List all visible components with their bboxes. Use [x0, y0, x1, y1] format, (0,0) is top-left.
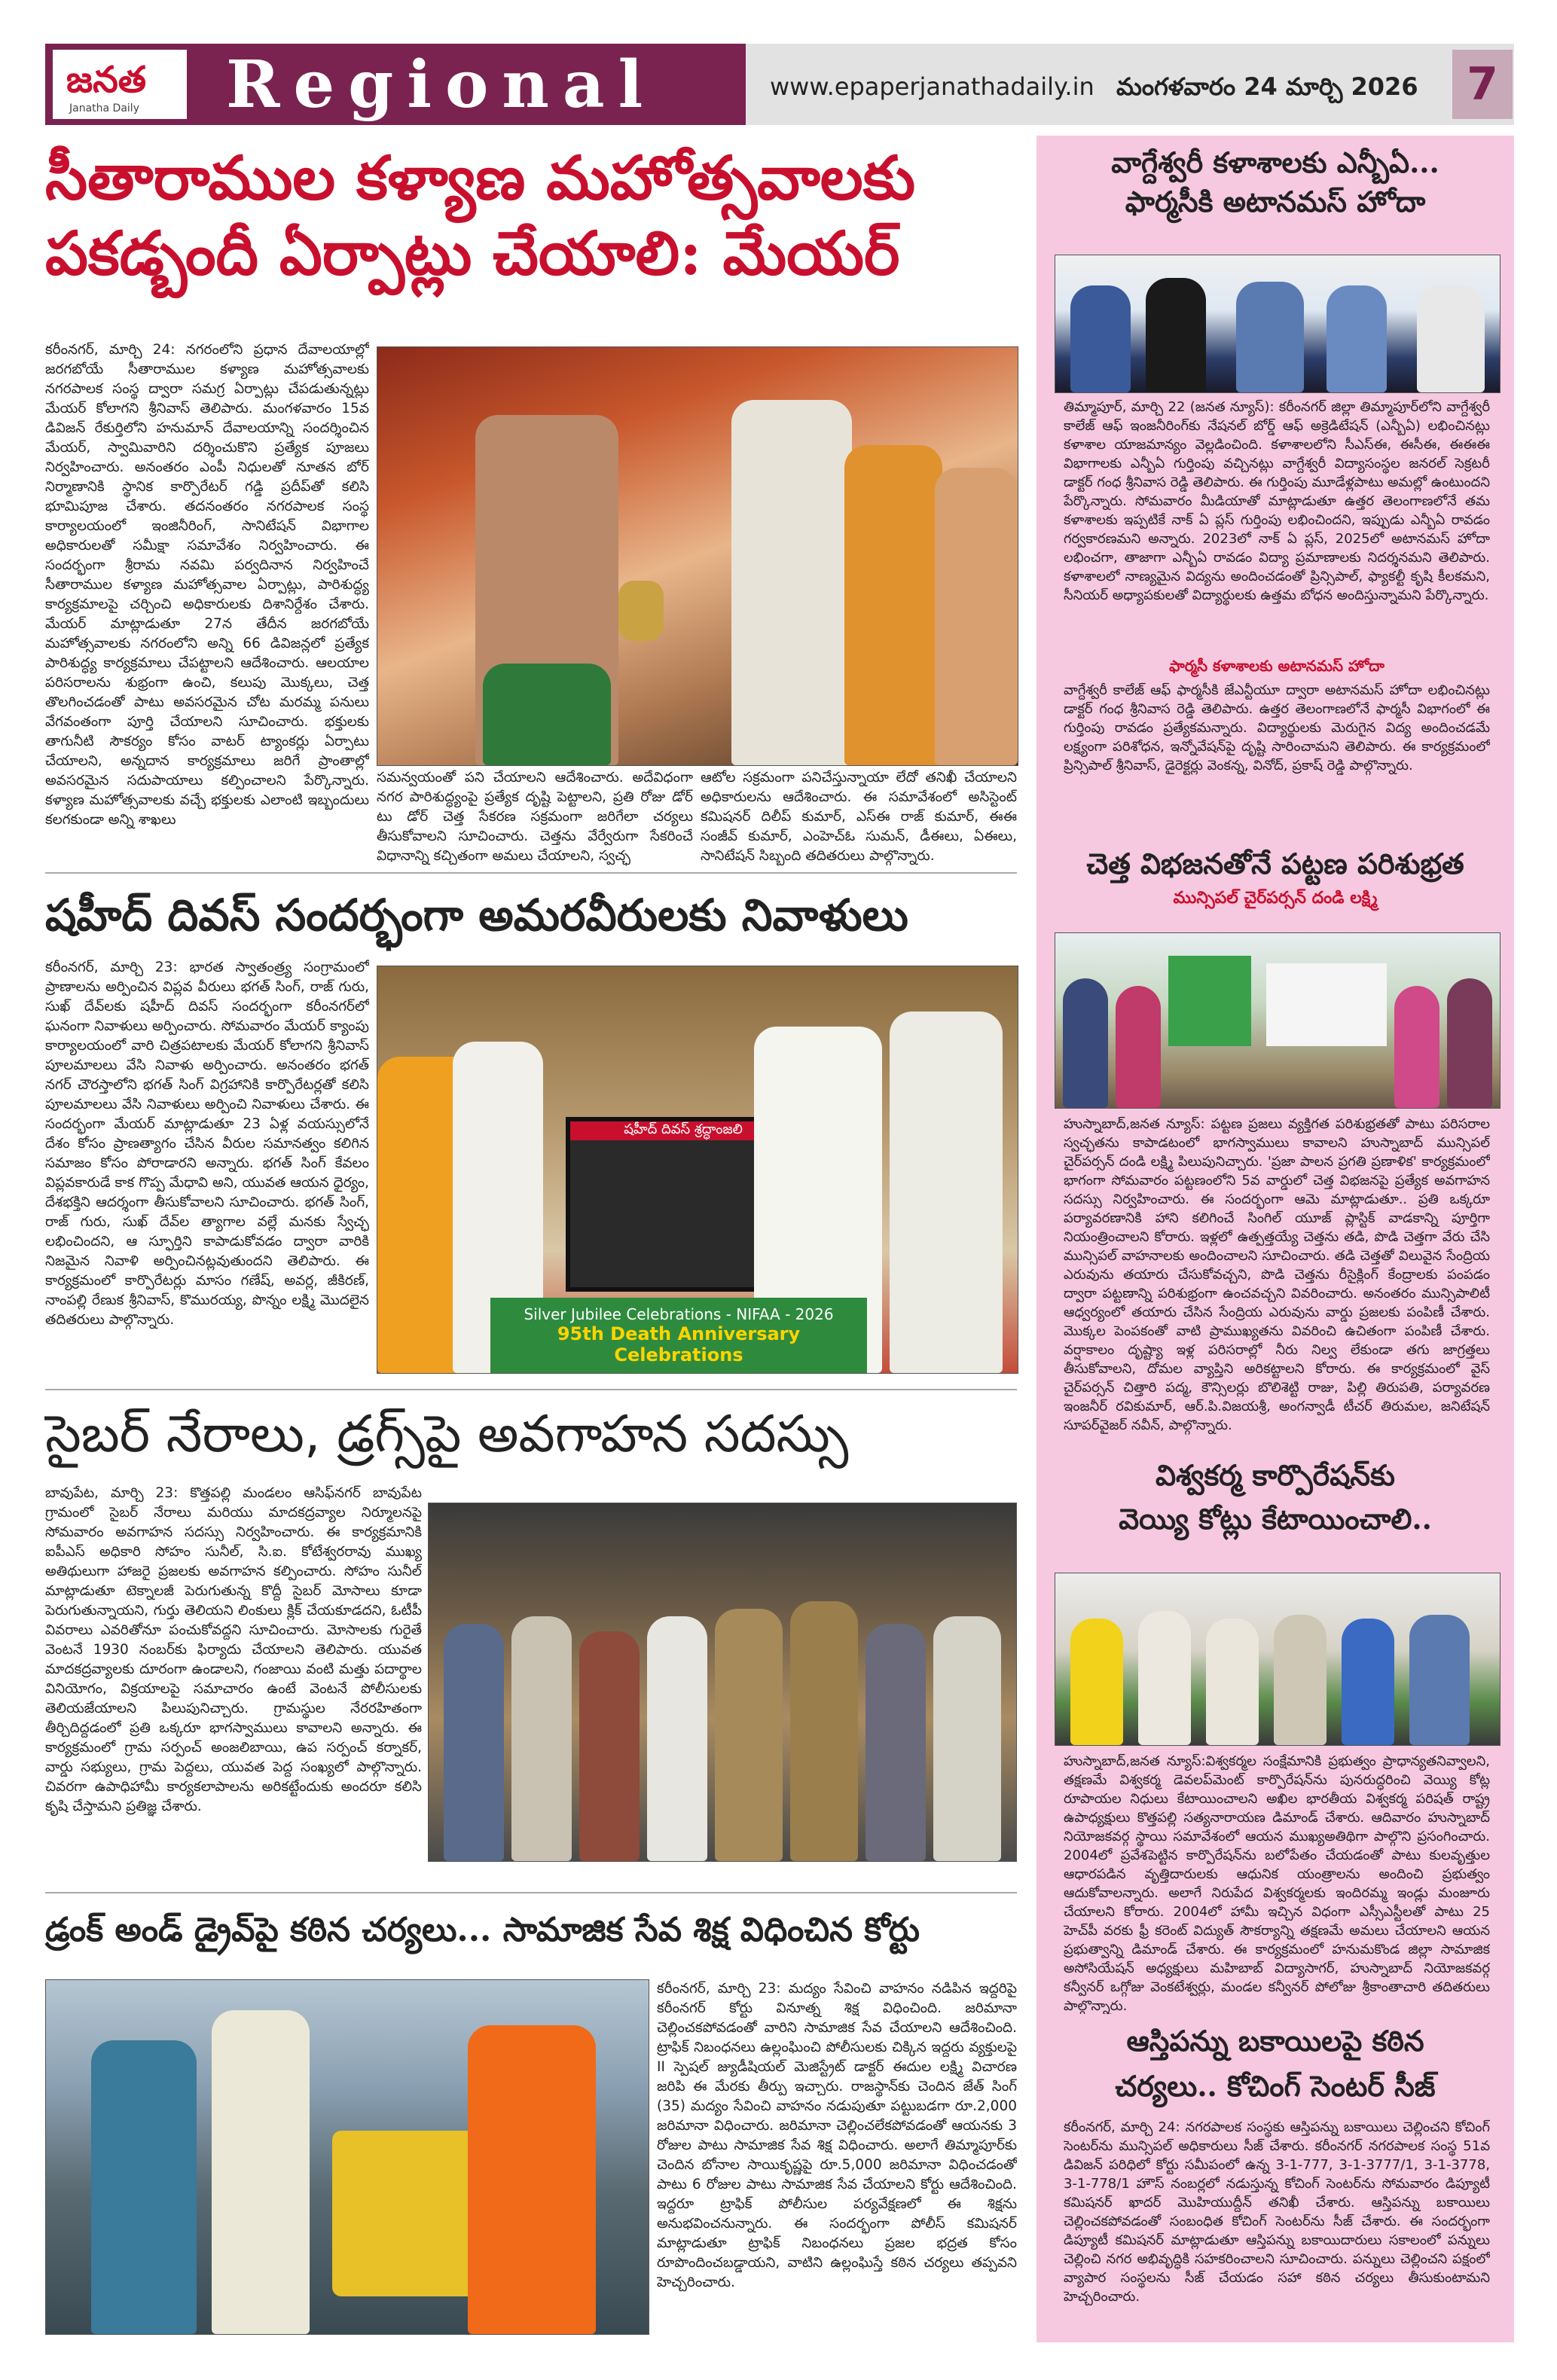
- banner-line1: Silver Jubilee Celebrations - NIFAA - 2026: [524, 1305, 834, 1323]
- story3-body: బావుపేట, మార్చి 23: కొత్తపల్లి మండలం ఆసిఫ్‌నగర్ బావుపేట గ్రామంలో సైబర్ నేరాలు మరియు మాదకద్రవ్యాల నిర్మూలనపై సోమవారం అవగాహన సదస్సు నిర్వహించారు. ఈ కార్యక్రమానికి ఐపీఎస్ అధికారి సోహం సునీల్, సి.ఐ. కోటేశ్వరరావు ముఖ్య అతిథులుగా హాజరై ప్రజలకు అవగాహన కల్పించారు. సోహం సునీల్ మాట్లాడుతూ టెక్నాలజీ పెరుగుతున్న కొద్దీ సైబర్ మోసాలు కూడా పెరుగుతున్నాయని, గుర్తు తెలియని లింకులు క్లిక్ చేయకూడదని, ఓటీపీ వివరాలు ఎవరితోనూ పంచుకోవద్దని సూచించారు. మోసాలకు గురైతే వెంటనే 1930 నంబర్‌కు ఫిర్యాదు చేయాలని తెలిపారు. యువత మాదకద్రవ్యాలకు దూరంగా ఉండాలని, గంజాయి వంటి మత్తు పదార్థాల వినియోగం, విక్రయాలపై సమాచారం ఉంటే వెంటనే పోలీసులకు తెలియజేయాలని పిలుపునిచ్చారు. గ్రామస్థుల నేరరహితంగా తీర్చిదిద్దడంలో ప్రతి ఒక్కరూ భాగస్వాములు కావాలని అన్నారు. ఈ కార్యక్రమంలో గ్రామ సర్పంచ్ అంజలిబాయి, ఉప సర్పంచ్ కర్నాకర్, వార్డు సభ్యులు, గ్రామ పెద్దలు, యువత పెద్ద సంఖ్యలో పాల్గొన్నారు. చివరగా ఉపాధిహామీ కార్యకలాపాలను అరికట్టేందుకు అందరూ కలిసి కృషి చేస్తామని ప్రతిజ్ఞ చేశారు.: [45, 1485, 422, 1814]
- story1-headline-line1: సీతారాముల కళ్యాణ మహోత్సవాలకు: [45, 142, 916, 213]
- section-title: Regional: [226, 47, 657, 123]
- attendee: [1206, 1619, 1259, 1745]
- sidebar-story1-headline-line1: వాగ్దేశ్వరీ కళాశాలకు ఎన్బీఏ...: [1111, 145, 1439, 179]
- brass-pot: [618, 581, 664, 641]
- panel-member: [1146, 278, 1206, 392]
- attendee: [1063, 978, 1108, 1108]
- attendee: [933, 1616, 1001, 1861]
- attendee: [511, 1616, 572, 1861]
- logo: జనత: [66, 59, 147, 101]
- sidebar-story3-headline-line1: విశ్వకర్మ కార్పొరేషన్‌కు: [1156, 1458, 1395, 1492]
- attendee: [579, 1631, 640, 1861]
- panel-member: [1417, 285, 1485, 392]
- logo-subtitle: Janatha Daily: [69, 102, 139, 114]
- person-white-right: [890, 1012, 1003, 1373]
- attendee: [647, 1616, 707, 1861]
- attendee: [1274, 1615, 1327, 1745]
- panel-member: [1070, 285, 1131, 392]
- van: [1266, 963, 1387, 1046]
- issue-date: మంగళవారం 24 మార్చి 2026: [1116, 72, 1418, 101]
- story1-headline: [45, 140, 1024, 291]
- story1-headline-line2: పకడ్బందీ ఏర్పాట్లు చేయాలి: మేయర్: [45, 218, 900, 288]
- sidebar-story2-headline: చెత్త విభజనతోనే పట్టణ పరిశుభ్రత: [1086, 847, 1464, 880]
- sidebar-story4-body: కరీంనగర్, మార్చి 24: నగరపాలక సంస్థకు ఆస్తిపన్ను బకాయిలు చెల్లించని కోచింగ్ సెంటర్‌ను మున్సిపల్ అధికారులు సీజ్ చేశారు. కరీంనగర్ నగరపాలక సంస్థ 51వ డివిజన్ పరిధిలో కోర్టు సమీపంలో ఉన్న 3-1-777, 3-1-3777/1, 3-1-3778, 3-1-778/1 హౌస్ నంబర్లలో నడుస్తున్న కోచింగ్ సెంటర్‌ను సోమవారం డిప్యూటీ కమిషనర్ ఖాదర్ మొహియుద్దీన్ తనిఖీ చేశారు. ఆస్తిపన్ను బకాయిలు చెల్లించకపోవడంతో సంబంధిత కోచింగ్ సెంటర్‌ను సీజ్ చేశారు. ఈ సందర్భంగా డిప్యూటీ కమిషనర్ మాట్లాడుతూ ఆస్తిపన్ను బకాయిదారులు సకాలంలో పన్నులు చెల్లించి నగర అభివృద్ధికి సహకరించాలని సూచించారు. పన్నులు చెల్లించని పక్షంలో వ్యాపార సంస్థలను సీజ్ చేయడం సహా కఠిన చర్యలు తీసుకుంటామని హెచ్చరించారు.: [1064, 2119, 1490, 2305]
- sidebar-story3-body: హుస్నాబాద్,జనత న్యూస్:విశ్వకర్మల సంక్షేమానికి ప్రభుత్వం ప్రాధాన్యతనివ్వాలని, తక్షణమే విశ్వకర్మ డెవలప్‌మెంట్ కార్పొరేషన్‌ను పునరుద్ధరించి వెయ్యి కోట్ల రూపాయల నిధులు కేటాయించాలని అఖిల భారతీయ విశ్వకర్మ పరిషత్ రాష్ట్ర ఉపాధ్యక్షులు కొత్తపల్లి సత్యనారాయణ డిమాండ్ చేశారు. ఆదివారం హుస్నాబాద్ నియోజకవర్గ స్థాయి సమావేశంలో ఆయన ముఖ్యఅతిథిగా పాల్గొని ప్రసంగించారు. 2004లో ప్రవేశపెట్టిన కార్పొరేషన్‌ను బలోపేతం చేయడంతో పాటు కులవృత్తుల ఆధారపడిన వృత్తిదారులకు ఆధునిక యంత్రాలను అందించి ప్రభుత్వం ఆదుకోవాలన్నారు. అలాగే నిరుపేద విశ్వకర్మలకు ఇందిరమ్మ ఇండ్లు మంజూరు చేయాలని కోరారు. 2004లో హామీ ఇచ్చిన విధంగా ఎస్సీఎస్టీలతో పాటు 25 హెచ్‌పీ వరకు ఫ్రీ కరెంట్ విద్యుత్ సౌకర్యాన్ని తక్షణమే అమలు చేయాలని ఆయన ప్రభుత్వాన్ని డిమాండ్ చేశారు. ఈ కార్యక్రమంలో హనుమకొండ జిల్లా సామాజిక అసోసియేషన్ అధ్యక్షులు మహిబాబ్ విద్యాసాగర్, హుస్నాబాద్ నియోజకవర్గ కన్వీనర్ ఒగ్గోజు వెంకటేశ్వర్లు, మండల కన్వీనర్ పోలోజు శ్రీకాంతాచారి తదితరులు పాల్గొన్నారు.: [1064, 1753, 1490, 2014]
- story4-photo: [45, 1979, 649, 2335]
- attendee: [1070, 1619, 1123, 1745]
- sidebar-story3-headline: [1036, 1454, 1514, 1541]
- story4-headline: డ్రంక్ అండ్ డ్రైవ్‌పై కఠిన చర్యలు... సామాజిక సేవ శిక్ష విధించిన కోర్టు: [45, 1911, 920, 1949]
- sidebar-story1-photo: [1055, 255, 1501, 393]
- panel-member: [1327, 285, 1387, 392]
- attendee: [1116, 986, 1161, 1108]
- attendee: [1394, 986, 1439, 1108]
- display-board: [1168, 956, 1251, 1046]
- panel-member: [1236, 282, 1304, 392]
- police-officer: [790, 1601, 858, 1861]
- story3-headline: సైబర్ నేరాలు, డ్రగ్స్‌పై అవగాహన సదస్సు: [45, 1405, 849, 1464]
- sidebar-story1-headline: [1036, 143, 1514, 221]
- person-white-shirt: [731, 400, 852, 765]
- divider: [45, 1892, 1017, 1893]
- story2-body: కరీంనగర్, మార్చి 23: భారత స్వాతంత్ర్య సంగ్రామంలో ప్రాణాలను అర్పించిన విప్లవ వీరులు భగత్ సింగ్, రాజ్ గురు, సుఖ్ దేవ్‌లకు షహీద్ దివస్ సందర్భంగా కరీంనగర్‌లో ఘనంగా నివాళులు అర్పించారు. సోమవారం మేయర్ క్యాంపు కార్యాలయంలో వారి చిత్రపటాలకు మేయర్ కోలాగని శ్రీనివాస్ పూలమాలలు వేసి నివాళు అర్పించారు. అనంతరం భగత్ నగర్ చౌరస్తాలోని భగత్ సింగ్ విగ్రహానికి కార్పొరేటర్లతో కలిసి పూలమాలలు వేసి నివాళులు అర్పించి నివాళులు చేశారు. ఈ సందర్భంగా మేయర్ మాట్లాడుతూ 23 ఏళ్ల వయస్సులోనే దేశం కోసం ప్రాణత్యాగం చేసిన వీరుల సమానత్వం కలిగిన సమాజం కోసం పోరాడారని అన్నారు. భగత్ సింగ్ కేవలం విప్లవకారుడే కాక గొప్ప మేధావి అని, యువత ఆయన ధైర్యం, దేశభక్తిని ఆదర్శంగా తీసుకోవాలని సూచించారు. భగత్ సింగ్, రాజ్ గురు, సుఖ్ దేవ్‌ల త్యాగాల వల్లే మనకు స్వేచ్ఛ లభించిందని, ఆ స్ఫూర్తిని కాపాడుకోవడం ద్వారా వారికి నిజమైన నివాళి అర్పించినట్లవుతుందని తెలిపారు. ఈ కార్యక్రమంలో కార్పొరేటర్లు మాసం గణేష్, అవర్ల, జీకిరణ్, నాంపల్లి రేణుక శ్రీనివాస్, కొమురయ్య, పొన్నం లక్ష్మి మొదలైన తదితరులు పాల్గొన్నారు.: [45, 960, 369, 1328]
- person-right: [935, 468, 1018, 765]
- sidebar-story1-body: తిమ్మాపూర్, మార్చి 22 (జనత న్యూస్): కరీంనగర్ జిల్లా తిమ్మాపూర్‌లోని వాగ్దేశ్వరీ కాలేజ్ ఆఫ్ ఇంజనీరింగ్‌కు నేషనల్ బోర్డ్ ఆఫ్ అక్రెడిటేషన్ (ఎన్బీఏ) లభించినట్లు కళాశాల యాజమాన్యం వెల్లడించింది. కళాశాలలోని సీఎస్ఈ, ఈసీఈ, ఈఈఈ విభాగాలకు ఎన్బీఏ గుర్తింపు వచ్చినట్లు వాగ్దేశ్వరీ విద్యాసంస్థల జనరల్ సెక్రటరీ డాక్టర్ గంధ శ్రీనివాస రెడ్డి తెలిపారు. ఈ గుర్తింపు మూడేళ్లపాటు అమల్లో ఉంటుందని పేర్కొన్నారు. సోమవారం మీడియాతో మాట్లాడుతూ ఉత్తర తెలంగాణలోనే తమ కళాశాలకు ఇప్పటికే నాక్ ఏ ప్లస్ గుర్తింపు లభించిందని, ఇప్పుడు ఎన్బీఏ రావడం గర్వకారణమని అన్నారు. 2023లో నాక్ ఏ ప్లస్, 2025లో అటానమస్ హోదా లభించగా, తాజాగా ఎన్బీఏ రావడం విద్యా ప్రమాణాలకు నిదర్శనమని తెలిపారు. కళాశాలలో నాణ్యమైన విద్యను అందించడంతో ప్రిన్సిపాల్, ఫ్యాకల్టీ కృషి కీలకమని, సీనియర్ అధ్యాపకులతో విద్యార్థులకు ఉత్తమ బోధన అందిస్తున్నామని పేర్కొన్నారు.: [1064, 399, 1490, 603]
- attendee: [1409, 1615, 1470, 1745]
- attendee: [1138, 1611, 1191, 1745]
- police-officer: [715, 1609, 783, 1861]
- sidebar-story1-tag: ఫార్మసీ కళాశాలకు అటానమస్ హోదా: [1169, 657, 1385, 675]
- event-banner: [490, 1298, 867, 1373]
- story1-photo: [377, 346, 1018, 766]
- attendee: [1447, 978, 1492, 1108]
- story2-photo: [377, 966, 1018, 1374]
- story4-body: కరీంనగర్, మార్చి 23: మద్యం సేవించి వాహనం నడిపిన ఇద్దరిపై కరీంనగర్ కోర్టు వినూత్న శిక్ష విధించింది. జరిమానా చెల్లించకపోవడంతో వారిని సామాజిక సేవ చేయాలని ఆదేశించింది. ట్రాఫిక్ నిబంధనలు ఉల్లంఘించి పోలీసులకు చిక్కిన ఇద్దరు వ్యక్తులపై II స్పెషల్ జ్యుడీషియల్ మెజిస్ట్రేట్ డాక్టర్ ఈదుల లక్ష్మి విచారణ జరిపి ఈ మేరకు తీర్పు ఇచ్చారు. రాజస్థాన్‌కు చెందిన జేత్ సింగ్ (35) మద్యం సేవించి వాహనం నడుపుతూ పట్టుబడగా రూ.2,000 జరిమానా విధించారు. జరిమానా చెల్లించలేకపోవడంతో ఆయనకు 3 రోజుల పాటు సామాజిక సేవ శిక్ష విధించారు. అలాగే తిమ్మాపూర్‌కు చెందిన బోనాల సాయికృష్ణపై రూ.5,000 జరిమానా విధించడంతో పాటు 6 రోజుల పాటు సామాజిక సేవ చేయాలని కోర్టు ఆదేశించింది. ఇద్దరూ ట్రాఫిక్ పోలీసుల పర్యవేక్షణలో ఈ శిక్షను అనుభవించనున్నారు. ఈ సందర్భంగా పోలీస్ కమిషనర్ మాట్లాడుతూ ట్రాఫిక్ నిబంధనలు ప్రజల భద్రత కోసం రూపొందించబడ్డాయని, వాటిని ఉల్లంఘిస్తే కఠిన చర్యలు తప్పవని హెచ్చరించారు.: [657, 1981, 1017, 2290]
- green-cloth: [483, 664, 611, 765]
- divider: [45, 1389, 1017, 1390]
- person-blue-shirt: [91, 2040, 197, 2334]
- sidebar-story4-headline-line1: ఆస్తిపన్ను బకాయిలపై కఠిన: [1126, 2024, 1424, 2058]
- sidebar-story2-body: హుస్నాబాద్,జనత న్యూస్: పట్టణ ప్రజలు వ్యక్తిగత పరిశుభ్రతతో పాటు పరిసరాల స్వచ్ఛతను కాపాడటంలో భాగస్వాములు కావాలని హుస్నాబాద్ మున్సిపల్ చైర్‌పర్సన్ దండి లక్ష్మి పిలుపునిచ్చారు. 'ప్రజా పాలన ప్రగతి ప్రణాళిక' కార్యక్రమంలో భాగంగా సోమవారం పట్టణంలోని 5వ వార్డులో చెత్త విభజనపై ప్రత్యేక అవగాహన సదస్సు నిర్వహించారు. ఈ సందర్భంగా ఆమె మాట్లాడుతూ.. ప్రతి ఒక్కరూ పర్యావరణానికి హాని కలిగించే సింగిల్ యూజ్ ప్లాస్టిక్ వాడకాన్ని పూర్తిగా నియంత్రించాలని కోరారు. ఇళ్లలో ఉత్పత్తయ్యే చెత్తను తడి, పొడి చెత్తగా వేరు చేసి మున్సిపల్ వాహనాలకు అందించాలని సూచించారు. తడి చెత్తతో విలువైన సేంద్రియ ఎరువును తయారు చేసుకోవచ్చని, పొడి చెత్తను రీసైక్లింగ్ కేంద్రాలకు పంపడం ద్వారా పట్టణాన్ని పరిశుభ్రంగా ఉంచవచ్చని వివరించారు. అనంతరం మున్సిపాలిటీ ఆధ్వర్యంలో తయారు చేసిన సేంద్రియ ఎరువును వార్డు ప్రజలకు పంపిణీ చేశారు. మొక్కల పెంపకంతో వాటి ప్రాముఖ్యతను వివరించి ఉచితంగా పంపిణీ చేశారు. వర్షాకాలం దృష్ట్యా ఇళ్ల పరిసరాల్లో నీరు నిల్వ లేకుండా తగు జాగ్రత్తలు తీసుకోవాలని, దోమల వ్యాప్తిని అరికట్టాలని కోరారు. ఈ కార్యక్రమంలో వైస్ చైర్‌పర్సన్ చిత్తారి పద్మ, కౌన్సిలర్లు బొలిశెట్టి రాజు, పిల్లి తిరుపతి, పర్యావరణ ఇంజనీర్ రవికుమార్, ఆర్.పి.విజయశ్రీ, అంగన్వాడీ టీచర్ తిరుమల, జనిటేషన్ సూపర్‌వైజర్ నవీన్, పాల్గొన్నారు.: [1064, 1116, 1490, 1433]
- sidebar-story3-photo: [1055, 1573, 1501, 1746]
- sidebar-story1-body2: వాగ్దేశ్వరీ కాలేజ్ ఆఫ్ ఫార్మసీకి జేఎన్టీయూ ద్వారా అటానమస్ హోదా లభించినట్లు డాక్టర్ గంధ శ్రీనివాస రెడ్డి తెలిపారు. ఉత్తర తెలంగాణలోనే ఫార్మసీ విభాగంలో ఈ గుర్తింపు రావడం ప్రత్యేకమన్నారు. విద్యార్థులకు మెరుగైన విద్య అందించడమే లక్ష్యంగా పరిశోధన, ఇన్నోవేషన్‌పై దృష్టి సారించామని తెలిపారు. ఈ కార్యక్రమంలో ప్రిన్సిపాల్ శ్రీనివాస్, డైరెక్టర్లు వెంకన్న, వినోద్, ప్రకాష్ రెడ్డి పాల్గొన్నారు.: [1064, 682, 1490, 774]
- sidebar-story1-headline-line2: ఫార్మసీకి అటానమస్ హోదా: [1125, 185, 1426, 218]
- banner-line2: 95th Death Anniversary Celebrations: [557, 1323, 801, 1365]
- person-orange-vest: [468, 2025, 596, 2334]
- sidebar-story4-headline-line2: చర్యలు.. కోచింగ్ సెంటర్ సీజ్: [1115, 2069, 1436, 2103]
- traffic-police: [212, 2010, 310, 2334]
- story1-col2: సమన్వయంతో పని చేయాలని ఆదేశించారు. అదేవిధంగా నగర పారిశుద్ధ్యంపై ప్రత్యేక దృష్టి పెట్టాలని, ప్రతి రోజు డోర్ టు డోర్ చెత్త సేకరణ సక్రమంగా జరిగేలా చర్యలు తీసుకోవాలని సూచించారు. చెత్తను వేర్వేరుగా సేకరించే విధానాన్ని కచ్చితంగా అమలు చేయాలని, స్వచ్ఛ: [377, 770, 693, 864]
- site-url[interactable]: www.epaperjanathadaily.in: [770, 72, 1094, 101]
- attendee: [1342, 1619, 1394, 1745]
- portrait-banner: షహీద్ దివస్ శ్రద్ధాంజలి: [570, 1121, 796, 1140]
- attendee: [866, 1624, 926, 1861]
- page-number: 7: [1452, 50, 1513, 119]
- divider: [45, 872, 1017, 874]
- sidebar-story2-photo: [1055, 932, 1501, 1109]
- attendee: [444, 1624, 504, 1861]
- person-orange-scarf: [844, 445, 942, 765]
- sidebar-story3-headline-line2: వెయ్యి కోట్లు కేటాయించాలి..: [1119, 1502, 1432, 1536]
- story1-col3: ఆటోల సక్రమంగా పనిచేస్తున్నాయా లేదో తనిఖీ చేయాలని అధికారులను ఆదేశించారు. ఈ సమావేశంలో అసిస్టెంట్ కమిషనర్ దిలీప్ కుమార్, ఎస్ఈ రాజ్ కుమార్, ఈఈ సంజీవ్ కుమార్, ఎంహెచ్ఓ సుమన్, డీఈలు, ఏఈలు, సానిటేషన్ సిబ్బంది తదితరులు పాల్గొన్నారు.: [701, 770, 1017, 864]
- sidebar-story4-headline: [1036, 2018, 1514, 2109]
- story1-body: కరీంనగర్, మార్చి 24: నగరంలోని ప్రధాన దేవాలయాల్లో జరగబోయే సీతారాముల కళ్యాణ మహోత్సవాలకు నగరపాలక సంస్థ ద్వారా సమగ్ర ఏర్పాట్లు చేపడుతున్నట్లు మేయర్ కోలాగని శ్రీనివాస్ తెలిపారు. మంగళవారం 15వ డివిజన్ రేకుర్తిలోని హనుమాన్ దేవాలయాన్ని సందర్శించిన మేయర్, స్వామివారిని దర్శించుకొని ప్రత్యేక పూజలు నిర్వహించారు. అనంతరం ఎంపీ నిధులతో నూతన బోర్ నిర్మాణానికి స్థానిక కార్పొరేటర్ గడ్డి ప్రదీప్‌తో కలిసి భూమిపూజ చేశారు. తదనంతరం నగరపాలక సంస్థ కార్యాలయంలో ఇంజినీరింగ్, సానిటేషన్ విభాగాల అధికారులతో సమీక్షా సమావేశం నిర్వహించారు. ఈ సందర్భంగా శ్రీరామ నవమి పర్వదినాన నిర్వహించే సీతారాముల కళ్యాణ మహోత్సవాల ఏర్పాట్లు, పారిశుద్ధ్య కార్యక్రమాలపై చర్చించి అధికారులకు దిశానిర్దేశం చేశారు. మేయర్ మాట్లాడుతూ 27న తేదీన జరగబోయే మహోత్సవాలకు నగరంలోని అన్ని 66 డివిజన్లలో ప్రత్యేక పారిశుద్ధ్య కార్యక్రమాలు చేపట్టాలని ఆదేశించారు. ఆలయాల పరిసరాలను శుభ్రంగా ఉంచి, కలుపు మొక్కలు, చెత్త తొలగించడంతో పాటు అవసరమైన చోట మరమ్మ పనులు వేగవంతంగా పూర్తి చేయాలని సూచించారు. భక్తులకు తాగునీటి సౌకర్యం కోసం వాటర్ ట్యాంకర్లు ఏర్పాటు చేయాలని, అన్నదాన కార్యక్రమాలు జరిగే ప్రాంతాల్లో అవసరమైన సదుపాయాలు కల్పించాలని పేర్కొన్నారు. కళ్యాణ మహోత్సవాలకు వచ్చే భక్తులకు ఎలాంటి ఇబ్బందులు కలగకుండా అన్ని శాఖలు: [45, 342, 369, 828]
- sidebar-story2-subtitle: మున్సిపల్ చైర్‌పర్సన్ దండి లక్ష్మి: [1173, 889, 1378, 908]
- story2-headline: షహీద్ దివస్ సందర్భంగా అమరవీరులకు నివాళులు: [45, 889, 908, 941]
- story3-photo: [428, 1503, 1017, 1862]
